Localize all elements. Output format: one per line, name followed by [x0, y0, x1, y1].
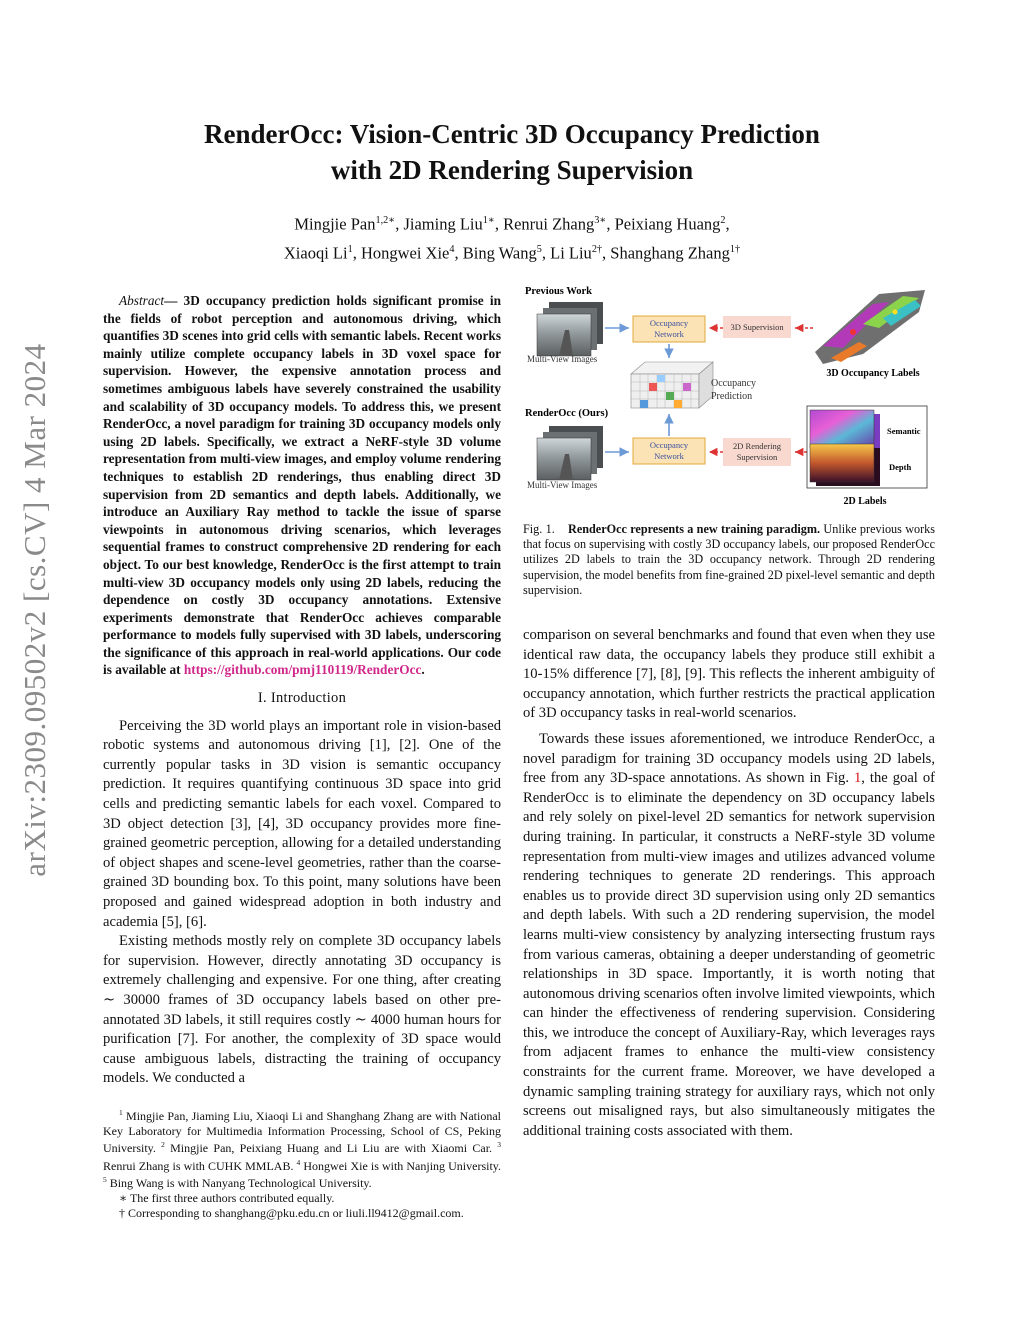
svg-text:Supervision: Supervision: [736, 452, 778, 462]
abstract-label: Abstract: [119, 293, 165, 308]
footnotes: [103, 1106, 501, 1220]
multi-view-images-bottom: [537, 426, 603, 480]
caption-bold: RenderOcc represents a new training paradigm.: [568, 522, 821, 536]
authors-line-2: Xiaoqi Li$^1$, Hongwei Xie$^4$, Bing Wang$^5$, Li Liu$^{2\dagger}$, Shanghang Zhang$^{1\dagger}$: [283, 243, 741, 262]
intro-paragraph-2: Existing methods mostly rely on complete 3D occupancy labels for supervision. However, directly annotating 3D occupancy is extremely challenging and expensive. For one thing, after creating ∼ 30000 frames of 3D occupancy labels based on other pre-annotated 3D labels, it still requires costly ∼ 4000 human hours for purification [7]. For another, the complexity of 3D space would cause ambiguous labels, distracting the training of occupancy models. We conducted a: [103, 933, 501, 1087]
label-depth: Depth: [889, 462, 912, 472]
arxiv-identifier: [0, 280, 70, 940]
occupancy-labels-3d: [815, 290, 925, 364]
svg-text:2D Rendering: 2D Rendering: [733, 441, 781, 451]
label-2d-labels: 2D Labels: [843, 496, 887, 507]
author-list: [120, 208, 904, 265]
label-renderocc-ours: RenderOcc (Ours): [525, 408, 609, 419]
abstract-text: — 3D occupancy prediction holds significant promise in the fields of robot perception and autonomous driving, which quantifies 3D scenes into grid cells with semantic labels. Recent works mainly utilize complete occupancy labels in 3D voxel space for supervision. However, the expensive annotation process and sometimes ambiguous labels have severely constrained the usability and scalability of 3D occupancy models. To address this, we present RenderOcc, a novel paradigm for training 3D occupancy models only using 2D labels. Specifically, we extract a NeRF-style 3D volume representation from multi-view images, and employ volume rendering techniques to establish 2D renderings, thus enabling direct 3D supervision from 2D semantics and depth labels. Additionally, we introduce an Auxiliary Ray method to tackle the issue of sparse viewpoints in autonomous driving scenarios, which leverages sequential frames to construct comprehensive 2D rendering for each object. To our best knowledge, RenderOcc is the first attempt to train multi-view 3D occupancy models only using 2D labels, reducing the dependence on costly 3D occupancy annotations. Extensive experiments demonstrate that RenderOcc achieves comparable performance to models fully supervised with 3D labels, underscoring the significance of this approach in real-world applications. Our code is available at: [103, 293, 501, 678]
section-heading-introduction: I. Introduction: [257, 690, 347, 707]
label-multi-view-top: Multi-View Images: [527, 354, 598, 364]
footnote-equal-contribution: ∗ The first three authors contributed equally.: [119, 1190, 335, 1205]
right-paragraph-1: comparison on several benchmarks and found that even when they use identical raw data, the occupancy labels they produce still exhibit a 10-15% difference [7], [8], [9]. This reflects the inherent ambiguity of occupancy annotation, which further restricts the practical application of 3D occupancy tasks in real-world scenarios.: [523, 627, 935, 722]
svg-text:Network: Network: [654, 451, 684, 461]
title-line-2: with 2D Rendering Supervision: [330, 155, 694, 185]
svg-text:3D Supervision: 3D Supervision: [730, 322, 784, 332]
label-occupancy-prediction: Occupancy: [711, 378, 756, 389]
figure-1: [523, 282, 939, 510]
svg-text:Occupancy: Occupancy: [649, 440, 689, 450]
abstract: Abstract— 3D occupancy prediction holds significant promise in the fields of robot perception and autonomous driving, which quantifies 3D scenes into grid cells with semantic labels. Recent works mainly utilize complete occupancy labels in 3D voxel space for supervision. However, the expensive annotation process and sometimes ambiguous labels have severely constrained the usability and scalability of 3D occupancy models. To address this, we present RenderOcc, a novel paradigm for training 3D occupancy models only using 2D labels. Specifically, we extract a NeRF-style 3D volume representation from multi-view images, and employ volume rendering techniques to establish 2D renderings, thus enabling direct 3D supervision from 2D semantics and depth labels. Additionally, we introduce an Auxiliary Ray method to tackle the issue of sparse viewpoints in autonomous driving scenarios, which leverages sequential frames to construct comprehensive 2D rendering for each object. To our best knowledge, RenderOcc is the first attempt to train multi-view 3D occupancy models only using 2D labels, reducing the dependence on costly 3D occupancy annotations. Extensive experiments demonstrate that RenderOcc achieves comparable performance to models fully supervised with 3D labels, underscoring the significance of this approach in real-world applications. Our code is available at https://github.com/pmj110119/RenderOcc.: [103, 293, 501, 678]
right-paragraph-2: Towards these issues aforementioned, we introduce RenderOcc, a novel paradigm for training 3D occupancy models using 2D labels, free from any 3D-space annotations. As shown in Fig. 1, the goal of RenderOcc is to eliminate the dependency on 3D occupancy labels and rely solely on pixel-level 2D semantics for network supervision during training. In particular, it constructs a NeRF-style 3D volume representation from multi-view images and utilizes advanced volume rendering techniques to generate 2D renderings. This approach enables us to provide direct 3D supervision using only 2D semantics and depth labels. With such a 2D rendering supervision, the model learns multi-view consistency by analyzing intersecting frustum rays from various cameras, obtaining a deeper understanding of geometric relationships in 3D space. Importantly, it is worth noting that autonomous driving scenarios often involve limited viewpoints, which can hinder the effectiveness of rendering supervision. Considering this, we introduce the concept of Auxiliary-Ray, which leverages rays from adjacent frames to enhance the multi-view consistency constraints for the current frame. Moreover, we have developed a dynamic sampling training strategy for auxiliary rays, which not only screens out misaligned rays, but also simultaneously mitigates the additional training costs associated with them.: [523, 730, 935, 1139]
paper-title: [120, 116, 904, 188]
figure-1-reference[interactable]: 1: [853, 770, 862, 787]
right-column: [523, 626, 935, 1141]
figure-caption: [523, 522, 935, 598]
label-multi-view-bottom: Multi-View Images: [527, 480, 598, 490]
multi-view-images-top: [537, 302, 603, 356]
intro-paragraph-1: Perceiving the 3D world plays an important role in vision-based robotic systems and autonomous driving [1], [2]. One of the currently popular tasks in 3D vision is semantic occupancy prediction. It requires quantifying continuous 3D space into grid cells and predicting semantic labels for each voxel. Compared to 3D object detection [3], [4], 3D occupancy provides more fine-grained geometric perception, allowing for a detailed understanding of object shapes and scene-level geometries, rather than the coarse-grained 3D bounding box. To this point, many solutions have been proposed and gained widespread adoption in both industry and academia [5], [6].: [103, 717, 501, 930]
footnote-corresponding: † Corresponding to shanghang@pku.edu.cn or liuli.ll9412@gmail.com.: [119, 1205, 464, 1220]
code-link[interactable]: https://github.com/pmj110119/RenderOcc: [183, 662, 422, 678]
svg-text:Network: Network: [654, 329, 684, 339]
label-semantic: Semantic: [887, 426, 921, 436]
caption-label: Fig. 1.: [523, 522, 555, 536]
labels-2d-images: [807, 406, 927, 488]
footnote-affiliations: $^1$ Mingjie Pan, Jiaming Liu, Xiaoqi Li and Shanghang Zhang are with National Key Laboratory for Multimedia Information Processing, School of CS, Peking University. $^2$ Mingjie Pan, Peixiang Huang and Li Liu are with Xiaomi Car. $^3$ Renrui Zhang is with CUHK MMLAB. $^4$ Hongwei Xie is with Nanjing University. $^5$ Bing Wang is with Nanyang Technological University.: [103, 1108, 502, 1191]
arxiv-id-text: arXiv:2309.09502v2 [cs.CV] 4 Mar 2024: [17, 343, 52, 877]
occupancy-prediction-voxels: [631, 362, 713, 408]
caption-text: Unlike previous works that focus on supervising with costly 3D occupancy labels, our proposed RenderOcc utilizes 2D labels to train the 3D occupancy network. Through 2D rendering supervision, the model benefits from fine-grained 2D pixel-level semantic and depth supervision.: [523, 522, 935, 597]
title-line-1: RenderOcc: Vision-Centric 3D Occupancy Prediction: [204, 119, 820, 149]
authors-line-1: Mingjie Pan$^{1,2∗}$, Jiaming Liu$^{1∗}$, Renrui Zhang$^{3∗}$, Peixiang Huang$^2$,: [294, 214, 730, 234]
label-3d-occupancy-labels: 3D Occupancy Labels: [826, 368, 920, 379]
svg-text:Occupancy: Occupancy: [649, 318, 689, 328]
svg-text:Prediction: Prediction: [711, 391, 753, 402]
label-previous-work: Previous Work: [525, 286, 592, 297]
left-column: [103, 292, 501, 1089]
